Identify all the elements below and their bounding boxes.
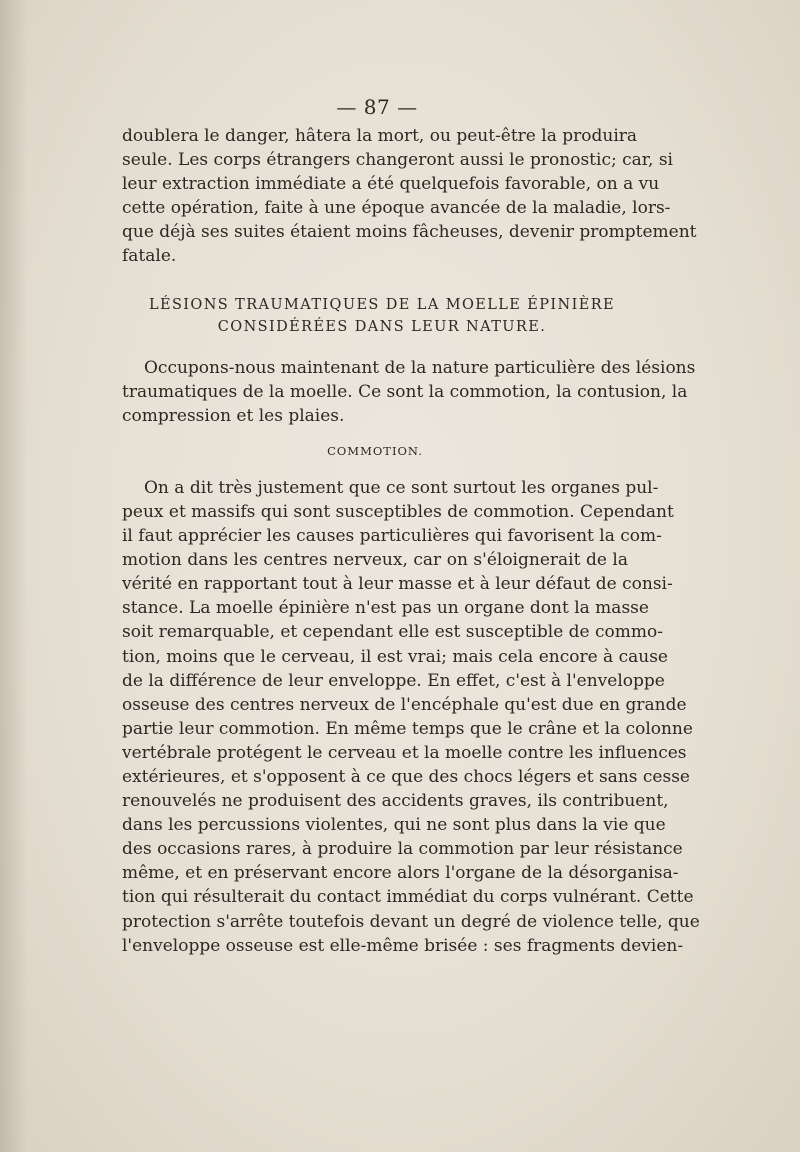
text-line: Occupons-nous maintenant de la nature particulière des lésions <box>144 357 696 378</box>
text-line: peux et massifs qui sont susceptibles de commotion. Cependant <box>122 501 674 522</box>
section-title-line-1: LÉSIONS TRAUMATIQUES DE LA MOELLE ÉPINIÈRE <box>148 296 616 313</box>
text-line: protection s'arrête toutefois devant un degré de violence telle, que <box>122 911 700 932</box>
page-text-block <box>122 92 700 958</box>
text-line: dans les percussions violentes, qui ne sont plus dans la vie que <box>122 815 666 836</box>
text-line: vérité en rapportant tout à leur masse et à leur défaut de consi- <box>122 574 673 595</box>
page-edge-shadow <box>0 0 28 1152</box>
paragraph-commotion <box>122 476 700 958</box>
text-line: même, et en préservant encore alors l'organe de la désorganisa- <box>122 863 679 884</box>
text-line: On a dit très justement que ce sont surtout les organes pul- <box>144 477 659 498</box>
text-line: tion qui résulterait du contact immédiat du corps vulnérant. Cette <box>122 887 694 908</box>
section-heading <box>122 294 628 338</box>
text-line: extérieures, et s'opposent à ce que des chocs légers et sans cesse <box>122 766 690 787</box>
text-line: cette opération, faite à une époque avancée de la maladie, lors- <box>122 198 671 219</box>
text-line: partie leur commotion. En même temps que le crâne et la colonne <box>122 718 693 739</box>
text-line: doublera le danger, hâtera la mort, ou peut-être la produira <box>122 126 638 146</box>
text-line: compression et les plaies. <box>122 405 345 426</box>
page-number: — 87 — <box>336 95 418 119</box>
text-line: des occasions rares, à produire la commotion par leur résistance <box>122 839 683 860</box>
text-line: que déjà ses suites étaient moins fâcheuses, devenir promptement <box>122 222 697 243</box>
text-line: vertébrale protégent le cerveau et la moelle contre les influences <box>122 742 687 763</box>
text-line: renouvelés ne produisent des accidents graves, ils contribuent, <box>122 791 669 812</box>
subsection-title: COMMOTION. <box>327 443 423 458</box>
text-line: seule. Les corps étrangers changeront aussi le pronostic; car, si <box>122 150 673 171</box>
text-line: il faut apprécier les causes particulières qui favorisent la com- <box>122 526 662 547</box>
text-line: de la différence de leur enveloppe. En effet, c'est à l'enveloppe <box>122 670 665 691</box>
text-line: leur extraction immédiate a été quelquefois favorable, on a vu <box>122 174 660 195</box>
text-line: traumatiques de la moelle. Ce sont la commotion, la contusion, la <box>122 381 688 402</box>
text-line: stance. La moelle épinière n'est pas un organe dont la masse <box>122 598 649 619</box>
text-line: osseuse des centres nerveux de l'encéphale qu'est due en grande <box>122 694 687 715</box>
paragraph-intro <box>122 356 696 428</box>
section-title-line-2: CONSIDÉRÉES DANS LEUR NATURE. <box>217 318 547 335</box>
text-line: motion dans les centres nerveux, car on s'éloignerait de la <box>122 550 628 571</box>
text-line: soit remarquable, et cependant elle est susceptible de commo- <box>122 622 663 643</box>
text-line: tion, moins que le cerveau, il est vrai; mais cela encore à cause <box>122 646 668 667</box>
paragraph-continuation <box>122 124 697 269</box>
text-line: l'enveloppe osseuse est elle-même brisée : ses fragments devien- <box>122 935 684 956</box>
text-line: fatale. <box>122 246 177 267</box>
